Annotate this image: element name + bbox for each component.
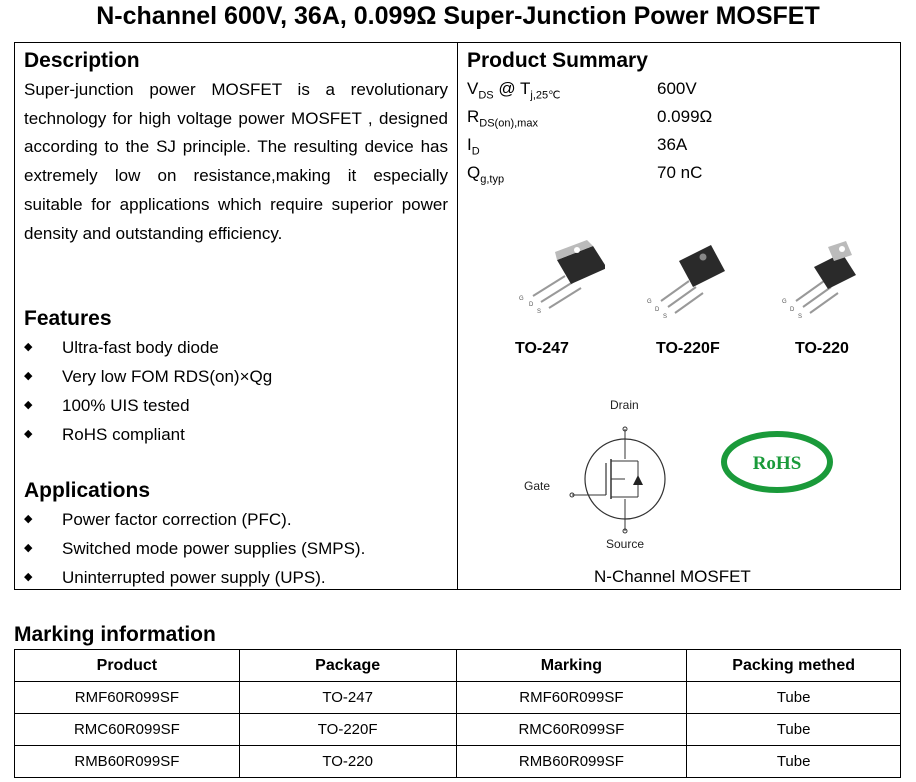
diamond-bullet-icon: ◆ xyxy=(24,341,33,353)
svg-text:RoHS: RoHS xyxy=(752,453,802,474)
table-row: RMB60R099SF TO-220 RMB60R099SF Tube xyxy=(15,746,901,778)
svg-text:Source: Source xyxy=(606,537,645,551)
summary-value: 70 nC xyxy=(657,163,703,182)
features-heading: Features xyxy=(24,307,112,330)
to220f-package-icon xyxy=(645,241,725,326)
svg-text:D: D xyxy=(790,307,795,313)
diamond-bullet-icon: ◆ xyxy=(24,399,33,411)
applications-heading: Applications xyxy=(24,479,151,502)
svg-text:Drain: Drain xyxy=(610,398,639,412)
svg-text:Gate: Gate xyxy=(524,479,551,493)
applications-list xyxy=(24,505,365,592)
summary-value: 600V xyxy=(657,79,697,98)
to220-package-icon xyxy=(780,241,860,326)
list-item: ◆ Power factor correction (PFC). xyxy=(24,505,365,534)
svg-text:G: G xyxy=(647,299,652,305)
summary-value: 0.099Ω xyxy=(657,107,713,126)
svg-text:G: G xyxy=(782,299,787,305)
package-label: TO-220 xyxy=(795,340,849,357)
column-header: Product xyxy=(15,650,240,682)
to247-package-icon xyxy=(515,238,605,323)
svg-text:G: G xyxy=(519,296,524,302)
svg-text:D: D xyxy=(529,302,534,308)
column-header: Package xyxy=(239,650,456,682)
svg-text:S: S xyxy=(663,314,668,320)
schematic-caption: N-Channel MOSFET xyxy=(594,567,751,586)
column-header: Packing methed xyxy=(687,650,901,682)
column-divider xyxy=(457,43,458,589)
summary-value: 36A xyxy=(657,135,688,154)
table-row: RMC60R099SF TO-220F RMC60R099SF Tube xyxy=(15,714,901,746)
diamond-bullet-icon: ◆ xyxy=(24,428,33,440)
description-text: Super-junction power MOSFET is a revolutionary technology for high voltage power MOSFET , designed according to the SJ principle. The resulting device has extremely low on resistance,making it especially suitable for applications which require superior power density and outstanding efficiency. xyxy=(24,80,448,243)
package-label: TO-247 xyxy=(515,340,569,357)
svg-text:D: D xyxy=(655,307,660,313)
diamond-bullet-icon: ◆ xyxy=(24,513,33,525)
page-title: N-channel 600V, 36A, 0.099Ω Super-Junction Power MOSFET xyxy=(96,2,820,30)
svg-text:S: S xyxy=(537,309,542,315)
mosfet-schematic-icon xyxy=(510,393,680,558)
marking-table xyxy=(14,649,901,778)
diamond-bullet-icon: ◆ xyxy=(24,571,33,583)
list-item: ◆ Ultra-fast body diode xyxy=(24,333,272,362)
package-label: TO-220F xyxy=(656,340,720,357)
table-row: RMF60R099SF TO-247 RMF60R099SF Tube xyxy=(15,682,901,714)
list-item: ◆ Uninterrupted power supply (UPS). xyxy=(24,563,365,592)
table-header-row xyxy=(15,650,901,682)
list-item: ◆ Very low FOM RDS(on)×Qg xyxy=(24,362,272,391)
overview-box: Description Super-junction power MOSFET is a revolutionary technology for high voltage power MOSFET , designed according to the SJ principle. The resulting device has extremely low on resistance,making it especially suitable for applications which require superior power density and outstanding efficiency. Features ◆ Ultra-fast body diode ◆ Very low FOM RDS(on)×Qg ◆ 100% UIS tested ◆ RoHS compliant Applications ◆ Power factor correction (PFC). ◆ Switched mode power supplies (SMPS). ◆ Uninterrupted power supply (UPS). Product Summary $V_{DS}$ @ $T_{j,25℃}$ 600V $R_{DS(on),max}$ 0.099Ω $I_D$ 36A $Q_{g,typ}$ 70 nC G D S G D S G D S TO-247 TO-220F TO-220 Drain Gate Source N-Channel MOSFET RoHS xyxy=(14,42,901,590)
marking-heading: Marking information xyxy=(14,623,216,646)
summary-heading: Product Summary xyxy=(467,49,648,72)
diamond-bullet-icon: ◆ xyxy=(24,370,33,382)
svg-text:S: S xyxy=(798,314,803,320)
list-item: ◆ Switched mode power supplies (SMPS). xyxy=(24,534,365,563)
list-item: ◆ RoHS compliant xyxy=(24,420,272,449)
features-list xyxy=(24,333,272,449)
rohs-logo-icon xyxy=(720,430,835,495)
list-item: ◆ 100% UIS tested xyxy=(24,391,272,420)
description-heading: Description xyxy=(24,49,140,72)
column-header: Marking xyxy=(456,650,687,682)
diamond-bullet-icon: ◆ xyxy=(24,542,33,554)
